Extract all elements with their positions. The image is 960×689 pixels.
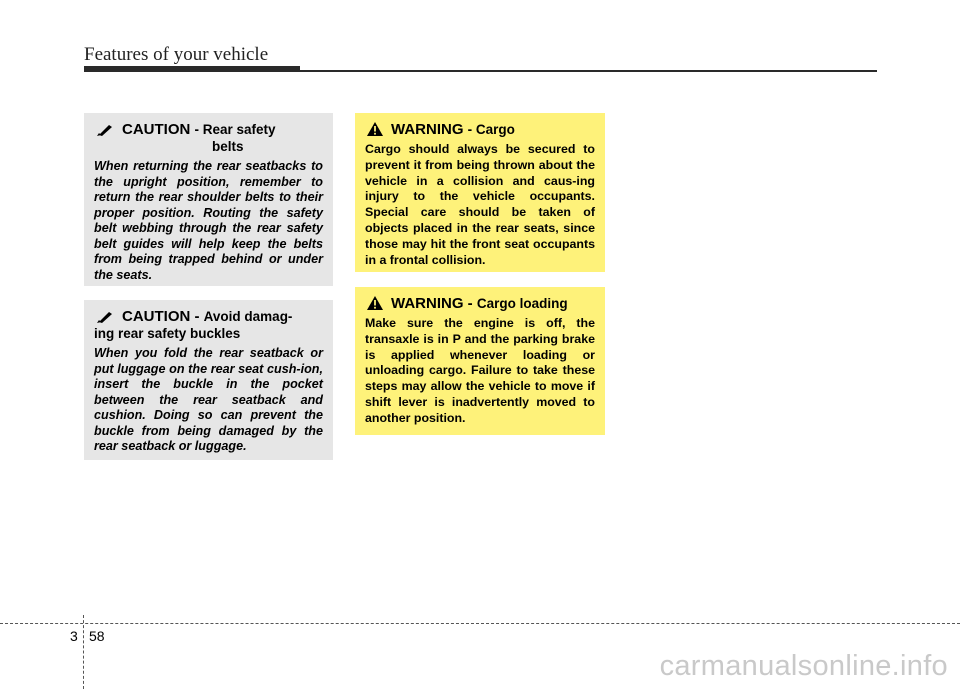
caution-pencil-icon: [96, 311, 114, 323]
caution-subtitle: Avoid damag-: [203, 309, 293, 324]
warning-box-cargo: [355, 113, 605, 272]
header-rule-thin: [300, 70, 877, 72]
warning-label: WARNING -: [391, 295, 473, 312]
warning-title: [365, 121, 595, 138]
warning-body: Make sure the engine is off, the transaxle is in P and the parking brake is applied whenever loading or unloading cargo. Failure to take these steps may allow the vehicle to move if shift lever is inadvertently moved to another position.: [365, 316, 595, 425]
caution-title: [94, 121, 323, 155]
warning-subtitle: Cargo loading: [476, 296, 568, 311]
caution-subtitle-cont: belts: [212, 139, 244, 154]
caution-body: When returning the rear seatbacks to the upright position, remember to return the rear shoulder belts to their proper position. Routing the safety belt webbing through the rear safety belt guides will help keep the belts from being trapped behind or under the seats.: [94, 159, 323, 282]
caution-box-rear-safety-belts: [84, 113, 333, 286]
warning-label: WARNING: [391, 121, 464, 138]
warning-triangle-icon: [367, 296, 383, 310]
warning-subtitle: - Cargo: [467, 122, 515, 137]
caution-subtitle-cont: ing rear safety buckles: [94, 326, 241, 341]
warning-title: [365, 295, 595, 312]
caution-pencil-icon: [96, 124, 114, 136]
warning-triangle-icon: [367, 122, 383, 136]
caution-label: CAUTION -: [122, 308, 200, 325]
footer-dashed-rule: [0, 623, 960, 624]
warning-body: Cargo should always be secured to prevent it from being thrown about the vehicle in a collision and caus-ing injury to the vehicle occupants. Special care should be taken of objects placed in the rear seats, since those may hit the front seat occupants in a frontal collision.: [365, 142, 595, 267]
warning-box-cargo-loading: [355, 287, 605, 435]
page-number: 58: [89, 628, 105, 644]
chapter-number: 3: [70, 628, 78, 644]
caution-box-rear-safety-buckles: [84, 300, 333, 460]
header-rule-thick: [84, 66, 300, 72]
caution-body: When you fold the rear seatback or put luggage on the rear seat cush-ion, insert the buckle in the pocket between the rear seatback and cushion. Doing so can prevent the buckle from being damaged by the rear seatback or luggage.: [94, 346, 323, 453]
footer-vertical-rule: [83, 615, 84, 689]
watermark: carmanualsonline.info: [659, 650, 948, 682]
caution-label: CAUTION: [122, 121, 191, 138]
caution-title: [94, 308, 323, 342]
caution-subtitle: - Rear safety: [194, 122, 276, 137]
page-header-title: Features of your vehicle: [84, 44, 269, 65]
